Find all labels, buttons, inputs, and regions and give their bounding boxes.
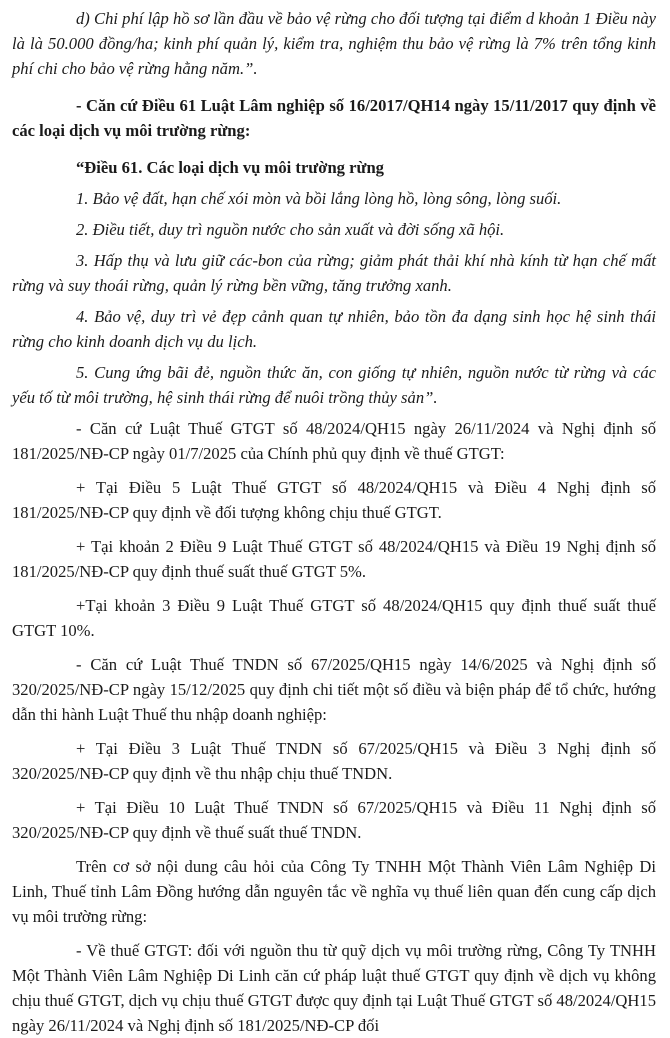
quoted-clause-d: d) Chi phí lập hồ sơ lần đầu về bảo vệ rừng cho đối tượng tại điểm d khoản 1 Điều này là là 50.000 đồng/ha; kinh phí quản lý, kiểm tra, nghiệm thu bảo vệ rừng là 7% trên tổng kinh phí chi cho bảo vệ rừng hằng năm.”. <box>12 9 656 78</box>
article-61-item-3: 3. Hấp thụ và lưu giữ các-bon của rừng; giảm phát thải khí nhà kính từ hạn chế mất rừng và suy thoái rừng, quản lý rừng bền vững, tăng trưởng xanh. <box>12 251 656 295</box>
basis-cit-law: - Căn cứ Luật Thuế TNDN số 67/2025/QH15 ngày 14/6/2025 và Nghị định số 320/2025/NĐ-CP ngày 15/12/2025 quy định chi tiết một số điều và biện pháp để tổ chức, hướng dẫn thi hành Luật Thuế thu nhập doanh nghiệp: <box>12 655 656 724</box>
article-61-item-1: 1. Bảo vệ đất, hạn chế xói mòn và bồi lắng lòng hồ, lòng sông, lòng suối. <box>76 189 562 208</box>
vat-item-not-taxable: + Tại Điều 5 Luật Thuế GTGT số 48/2024/QH15 và Điều 4 Nghị định số 181/2025/NĐ-CP quy định về đối tượng không chịu thuế GTGT. <box>12 478 656 522</box>
guidance-vat: - Về thuế GTGT: đối với nguồn thu từ quỹ dịch vụ môi trường rừng, Công Ty TNHH Một Thành Viên Lâm Nghiệp Di Linh căn cứ pháp luật thuế GTGT quy định về dịch vụ không chịu thuế GTGT, dịch vụ chịu thuế GTGT được quy định tại Luật Thuế GTGT số 48/2024/QH15 ngày 26/11/2024 và Nghị định số 181/2025/NĐ-CP đối <box>12 941 656 1035</box>
guidance-intro: Trên cơ sở nội dung câu hỏi của Công Ty TNHH Một Thành Viên Lâm Nghiệp Di Linh, Thuế tỉnh Lâm Đồng hướng dẫn nguyên tắc về nghĩa vụ thuế liên quan đến cung cấp dịch vụ môi trường rừng: <box>12 857 656 926</box>
cit-item-tax-rate: + Tại Điều 10 Luật Thuế TNDN số 67/2025/QH15 và Điều 11 Nghị định số 320/2025/NĐ-CP quy định về thuế suất thuế TNDN. <box>12 798 656 842</box>
article-61-item-4: 4. Bảo vệ, duy trì vẻ đẹp cảnh quan tự nhiên, bảo tồn đa dạng sinh học hệ sinh thái rừng cho kinh doanh dịch vụ du lịch. <box>12 307 656 351</box>
vat-item-10-percent: +Tại khoản 3 Điều 9 Luật Thuế GTGT số 48/2024/QH15 quy định thuế suất thuế GTGT 10%. <box>12 596 656 640</box>
cit-item-taxable-income: + Tại Điều 3 Luật Thuế TNDN số 67/2025/QH15 và Điều 3 Nghị định số 320/2025/NĐ-CP quy định về thu nhập chịu thuế TNDN. <box>12 739 656 783</box>
basis-forestry-law-art61: - Căn cứ Điều 61 Luật Lâm nghiệp số 16/2017/QH14 ngày 15/11/2017 quy định về các loại dịch vụ môi trường rừng: <box>12 96 656 140</box>
article-61-item-5: 5. Cung ứng bãi đẻ, nguồn thức ăn, con giống tự nhiên, nguồn nước từ rừng và các yếu tố từ môi trường, hệ sinh thái rừng để nuôi trồng thủy sản”. <box>12 363 656 407</box>
article-61-item-2: 2. Điều tiết, duy trì nguồn nước cho sản xuất và đời sống xã hội. <box>76 220 505 239</box>
basis-vat-law: - Căn cứ Luật Thuế GTGT số 48/2024/QH15 ngày 26/11/2024 và Nghị định số 181/2025/NĐ-CP ngày 01/7/2025 của Chính phủ quy định về thuế GTGT: <box>12 419 656 463</box>
article-61-heading: “Điều 61. Các loại dịch vụ môi trường rừng <box>76 158 384 177</box>
vat-item-5-percent: + Tại khoản 2 Điều 9 Luật Thuế GTGT số 48/2024/QH15 và Điều 19 Nghị định số 181/2025/NĐ-CP quy định thuế suất thuế GTGT 5%. <box>12 537 656 581</box>
